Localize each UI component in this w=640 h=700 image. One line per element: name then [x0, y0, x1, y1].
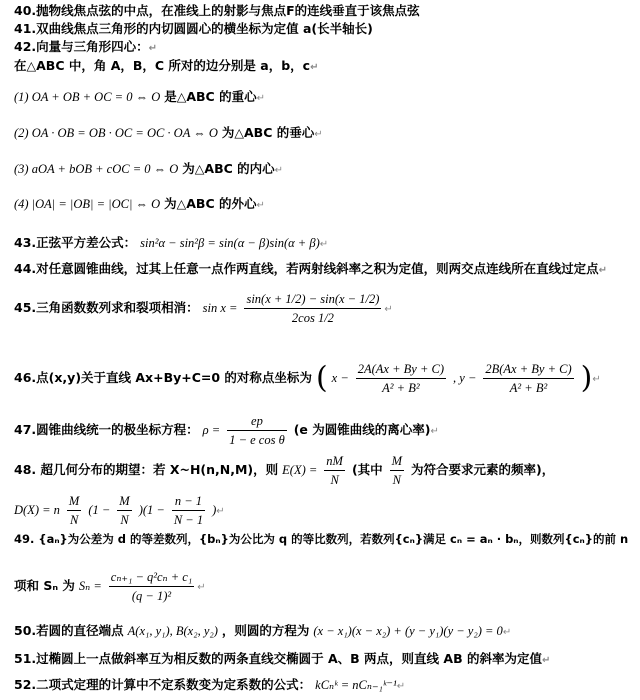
item-45-denominator: 2cos 1/2	[291, 311, 334, 325]
item-42-title: 42.向量与三角形四心：	[14, 39, 149, 54]
return-mark-icon: ↵	[216, 506, 225, 517]
item-50-equation: (x − x₁)(x − x₂) + (y − y₁)(y − y₂) = 0	[313, 624, 503, 638]
variance-fraction-3	[172, 492, 205, 529]
item-51-text: 51.过椭圆上一点做斜率互为相反数的两条直线交椭圆于 A、B 两点，则直线 AB 的斜率为定值	[14, 651, 542, 666]
return-mark-icon: ↵	[384, 304, 393, 315]
circumcenter-label: 为△ABC 的外心	[164, 196, 257, 211]
item-47-fraction	[227, 412, 287, 449]
item-52-formula: kCₙᵏ = nCₙ₋₁ᵏ⁻¹	[315, 678, 397, 692]
return-mark-icon: ↵	[310, 62, 319, 73]
item-47-denominator: 1 − e cos θ	[229, 433, 285, 447]
item-49-sum-denominator: (q − 1)²	[131, 589, 172, 603]
item-42-heading	[14, 38, 634, 58]
variance-f3-num: n − 1	[172, 492, 205, 511]
orthocenter-formula: (2) OA · OB = OB · OC = OC · OA ⇔ O	[14, 126, 218, 140]
item-52	[14, 676, 634, 696]
right-paren-icon: )	[580, 360, 593, 396]
item-48-tail-open: (其中	[351, 462, 383, 477]
item-49-sum-text: 项和 Sₙ 为	[14, 578, 75, 593]
return-mark-icon: ↵	[256, 200, 265, 211]
item-41-text: 41.双曲线焦点三角形的内切圆圆心的横坐标为定值 a(长半轴长)	[14, 21, 373, 36]
item-49-sum-fraction	[109, 568, 194, 605]
return-mark-icon: ↵	[430, 426, 439, 437]
item-48-frequency-denominator: N	[392, 473, 402, 487]
variance-fraction-1	[67, 492, 81, 529]
item-48	[14, 452, 634, 489]
item-48-fraction	[324, 452, 345, 489]
centroid-label: 是△ABC 的重心	[164, 89, 257, 104]
item-46-y: , y −	[453, 371, 477, 385]
item-48-variance	[14, 492, 634, 529]
item-47-text: 47.圆锥曲线统一的极坐标方程：	[14, 422, 199, 437]
item-48-frequency-numerator: M	[390, 452, 404, 471]
item-47-tail: (e 为圆锥曲线的离心率)	[293, 422, 431, 437]
return-mark-icon: ↵	[274, 165, 284, 176]
variance-end: )	[212, 503, 217, 517]
item-42-setup-text: 在△ABC 中，角 A，B，C 所对的边分别是 a，b，c	[14, 58, 311, 73]
centroid-formula: (1) OA + OB + OC = 0 ⇔ O	[14, 90, 161, 104]
item-41	[14, 20, 634, 38]
item-46-num-y: 2B(Ax + By + C)	[483, 360, 573, 379]
left-paren-icon: (	[315, 360, 328, 396]
variance-f1-num: M	[67, 492, 81, 511]
item-48-denominator: N	[330, 473, 339, 487]
item-46-den-x: A² + B²	[382, 381, 420, 395]
return-mark-icon: ↵	[314, 129, 323, 140]
variance-f1-den: N	[69, 513, 79, 527]
item-46-den-y: A² + B²	[509, 381, 548, 395]
variance-f2-num: M	[117, 492, 131, 511]
variance-f3-den: N − 1	[173, 513, 204, 527]
circumcenter-formula: (4) |OA| = |OB| = |OC| ⇔ O	[14, 197, 161, 211]
item-46-fraction-y	[483, 360, 573, 397]
item-48-tail-close: 为符合要求元素的频率)，	[411, 462, 555, 477]
item-50	[14, 622, 634, 642]
item-52-text: 52.二项式定理的计算中不定系数变为定系数的公式：	[14, 677, 312, 692]
item-42-circumcenter	[14, 195, 634, 215]
item-46	[14, 360, 634, 397]
return-mark-icon: ↵	[396, 681, 406, 692]
return-mark-icon: ↵	[148, 43, 158, 54]
item-44	[14, 260, 634, 280]
item-46-num-x: 2A(Ax + By + C)	[356, 360, 446, 379]
item-47	[14, 412, 634, 449]
variance-mid-2: )(1 −	[138, 503, 165, 517]
item-42-centroid	[14, 88, 634, 108]
item-49-text: 49. {aₙ}为公差为 d 的等差数列，{bₙ}为公比为 q 的等比数列，若数列{cₙ}满足 cₙ = aₙ · bₙ，则数列{cₙ}的前 n	[14, 532, 629, 546]
item-45-lhs: sin x =	[202, 301, 238, 315]
orthocenter-label: 为△ABC 的垂心	[221, 125, 315, 140]
return-mark-icon: ↵	[256, 93, 265, 104]
item-40-text: 40.抛物线焦点弦的中点，在准线上的射影与焦点F的连线垂直于该焦点弦	[14, 3, 420, 18]
variance-lhs: D(X) = n	[14, 503, 60, 517]
variance-f2-den: N	[120, 513, 129, 527]
item-51	[14, 650, 634, 670]
item-45-fraction	[244, 290, 381, 327]
item-46-fraction-x	[356, 360, 446, 397]
return-mark-icon: ↵	[319, 239, 329, 250]
item-46-text: 46.点(x,y)关于直线 Ax+By+C=0 的对称点坐标为	[14, 370, 312, 385]
item-48-expectation-lhs: E(X) =	[282, 463, 318, 477]
item-43-text: 43.正弦平方差公式：	[14, 235, 137, 250]
item-43	[14, 234, 634, 254]
incenter-label: 为△ABC 的内心	[182, 161, 275, 176]
variance-mid-1: (1 −	[88, 503, 111, 517]
item-44-text: 44.对任意圆锥曲线，过其上任意一点作两直线，若两射线斜率之积为定值，则两交点连线所在直线过定点	[14, 261, 599, 276]
item-48-frequency-fraction	[390, 452, 404, 489]
item-50-endpoints: A(x₁, y₁), B(x₂, y₂)	[127, 624, 218, 638]
item-42-orthocenter	[14, 124, 634, 144]
item-45	[14, 290, 634, 327]
return-mark-icon: ↵	[598, 265, 608, 276]
item-46-x: x −	[331, 371, 349, 385]
item-49	[14, 530, 634, 548]
item-49-sum-lhs: Sₙ =	[78, 579, 102, 593]
item-40	[14, 2, 634, 20]
item-47-numerator: ep	[227, 412, 287, 431]
return-mark-icon: ↵	[502, 627, 512, 638]
return-mark-icon: ↵	[197, 582, 206, 593]
item-42-incenter	[14, 160, 634, 180]
item-45-text: 45.三角函数数列求和裂项相消：	[14, 300, 199, 315]
item-49-sum	[14, 568, 634, 605]
item-48-text: 48. 超几何分布的期望：若 X~H(n,N,M)，则	[14, 462, 279, 477]
variance-fraction-2	[117, 492, 131, 529]
return-mark-icon: ↵	[541, 655, 551, 666]
item-50-text-2: ，则圆的方程为	[221, 623, 310, 638]
item-45-numerator: sin(x + 1/2) − sin(x − 1/2)	[244, 290, 381, 309]
return-mark-icon: ↵	[592, 374, 601, 385]
item-43-formula: sin²α − sin²β = sin(α − β)sin(α + β)	[140, 236, 320, 250]
incenter-formula: (3) aOA + bOB + cOC = 0 ⇔ O	[14, 162, 179, 176]
item-49-sum-numerator: cₙ₊₁ − q²cₙ + c₁	[109, 568, 194, 587]
item-48-numerator: nM	[324, 452, 345, 471]
item-50-text: 50.若圆的直径端点	[14, 623, 124, 638]
item-47-lhs: ρ =	[202, 423, 221, 437]
item-42-setup	[14, 57, 634, 77]
